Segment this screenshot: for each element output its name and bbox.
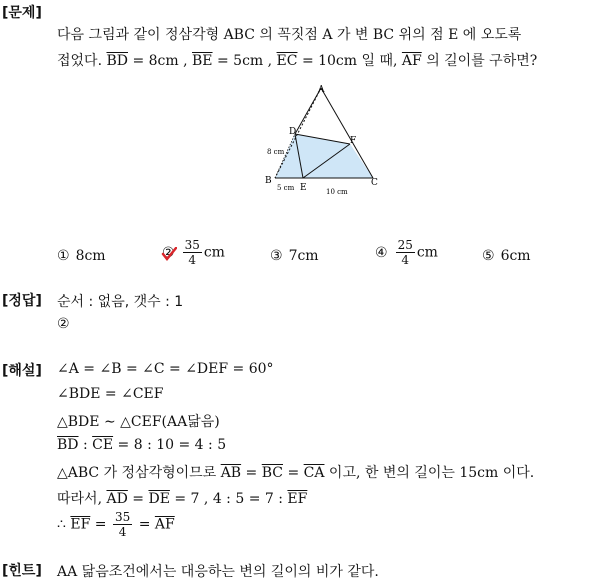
point-c-label: C <box>371 178 378 188</box>
point-d-label: D <box>289 127 297 137</box>
answer-line-2: ② <box>57 316 70 332</box>
solution-line-6 <box>57 488 307 508</box>
choice-2-num: 35 <box>184 238 200 252</box>
label-bd: 8 cm <box>267 148 285 156</box>
point-f-label: F <box>350 136 357 146</box>
choice-3-value: 7cm <box>288 248 319 264</box>
segment-ad: $\overline{AD}$ <box>106 491 128 507</box>
therefore-text: 따라서, <box>57 491 103 507</box>
problem-line-2 <box>57 50 537 70</box>
point-e-label: E <box>300 183 307 193</box>
choice-2[interactable] <box>162 238 225 267</box>
choice-2-mark <box>162 245 175 261</box>
segment-ce: $\overline{CE}$ <box>92 437 114 453</box>
folded-region <box>275 134 373 178</box>
choice-5[interactable] <box>482 248 531 264</box>
solution-line-1: ∠A = ∠B = ∠C = ∠DEF = 60° <box>57 361 274 377</box>
equilateral-text: △ABC 가 정삼각형이므로 <box>57 465 217 481</box>
proportion-text: = 7 , 4 : 5 = 7 : <box>174 491 283 507</box>
solution-line-4 <box>57 437 226 453</box>
choice-4[interactable] <box>375 238 438 267</box>
solution-line-7 <box>57 510 175 539</box>
segment-be: $\overline{BE}$ <box>192 53 213 69</box>
label-be: 5 cm <box>277 184 295 192</box>
result-num: 35 <box>114 510 131 524</box>
value-bd: = 8cm , <box>132 53 188 69</box>
choice-4-num: 25 <box>397 238 413 252</box>
triangle-figure <box>255 82 390 197</box>
solution-line-3: △BDE ∼ △CEF(AA닮음) <box>57 414 220 430</box>
segment-af: $\overline{AF}$ <box>154 516 175 533</box>
choice-2-den: 4 <box>188 253 197 267</box>
segment-ca: $\overline{CA}$ <box>303 465 325 481</box>
choice-5-value: 6cm <box>500 248 531 264</box>
segment-ef: $\overline{EF}$ <box>70 516 91 533</box>
choice-2-fraction <box>183 238 202 267</box>
problem-label: [문제] <box>2 5 42 21</box>
equals: = <box>138 516 151 533</box>
ratio-value: = 8 : 10 = 4 : 5 <box>113 437 227 453</box>
choice-4-mark: ④ <box>375 244 388 261</box>
therefore-symbol: ∴ <box>57 516 66 533</box>
solution-line-5 <box>57 462 534 482</box>
hint-label: [힌트] <box>2 563 42 579</box>
segment-bd: $\overline{BD}$ <box>106 53 128 69</box>
choice-2-mark-text: ② <box>162 244 175 261</box>
problem-question: 의 길이를 구하면? <box>426 53 538 69</box>
choice-3[interactable] <box>270 248 319 264</box>
choice-1-value: 8cm <box>75 248 106 264</box>
segment-bc: $\overline{BC}$ <box>261 465 283 481</box>
result-den: 4 <box>118 525 127 539</box>
point-a-label: A <box>318 85 325 95</box>
segment-af: $\overline{AF}$ <box>401 53 422 69</box>
value-be: = 5cm , <box>216 53 273 69</box>
answer-label: [정답] <box>2 293 42 309</box>
check-icon <box>161 244 177 261</box>
result-fraction <box>113 510 132 539</box>
point-b-label: B <box>265 176 272 186</box>
equals: = <box>132 491 145 507</box>
choice-5-mark: ⑤ <box>482 248 495 264</box>
choice-3-mark: ③ <box>270 248 283 264</box>
equals: = <box>287 465 300 481</box>
choice-4-fraction <box>396 238 415 267</box>
segment-de: $\overline{DE}$ <box>148 491 170 507</box>
solution-line-2: ∠BDE = ∠CEF <box>57 386 164 402</box>
answer-line-1: 순서 : 없음, 갯수 : 1 <box>57 294 184 310</box>
choice-1[interactable] <box>57 248 106 264</box>
choice-2-unit: cm <box>203 244 225 261</box>
choice-4-unit: cm <box>416 244 438 261</box>
value-ec: = 10cm 일 때, <box>301 53 398 69</box>
ratio-sep: : <box>78 437 93 453</box>
solution-label: [해설] <box>2 363 42 379</box>
segment-ef: $\overline{EF}$ <box>287 491 308 507</box>
problem-line-1: 다음 그림과 같이 정삼각형 ABC 의 꼭짓점 A 가 변 BC 위의 점 E 에 오도록 <box>57 27 522 43</box>
segment-ab: $\overline{AB}$ <box>220 465 242 481</box>
segment-bd: $\overline{BD}$ <box>57 437 79 453</box>
side-length-text: 이고, 한 변의 길이는 15cm 이다. <box>328 465 535 481</box>
hint-text: AA 닮음조건에서는 대응하는 변의 길이의 비가 같다. <box>57 564 379 580</box>
problem-text: 접었다. <box>57 53 103 69</box>
equals: = <box>245 465 258 481</box>
equals: = <box>94 516 107 533</box>
choice-1-mark: ① <box>57 248 70 264</box>
choice-4-den: 4 <box>401 253 410 267</box>
segment-ec: $\overline{EC}$ <box>276 53 298 69</box>
label-ec: 10 cm <box>326 188 348 196</box>
